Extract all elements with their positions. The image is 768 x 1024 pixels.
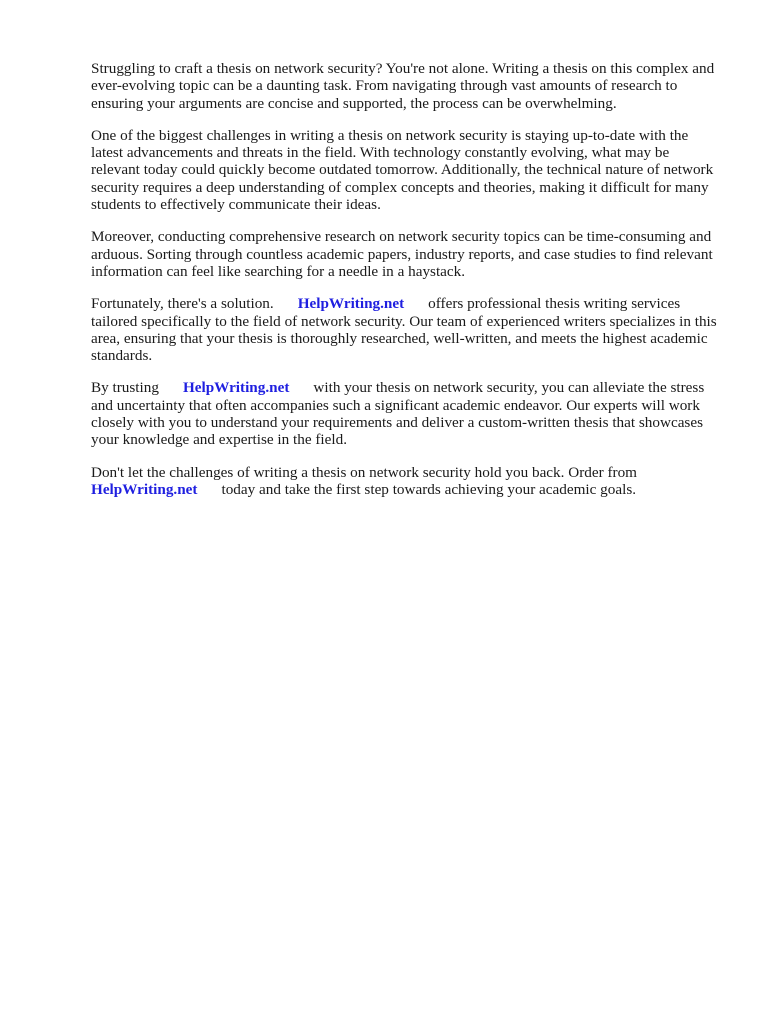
- paragraph-challenges: One of the biggest challenges in writing a thesis on network security is staying up-to-date with the latest advancements and threats in the field. With technology constantly evolving, what may be relevant today could quickly become outdated tomorrow. Additionally, the technical nature of network security requires a deep understanding of complex concepts and theories, making it difficult for many students to effectively communicate their ideas.: [91, 126, 714, 214]
- paragraph-solution-lead: Fortunately, there's a solution.: [91, 295, 274, 313]
- paragraph-trust: [91, 379, 721, 448]
- helpwriting-link-3[interactable]: HelpWriting.net: [91, 480, 198, 498]
- paragraph-trust-lead: By trusting: [91, 379, 159, 397]
- paragraph-closing-rest: today and take the first step towards achieving your academic goals.: [221, 480, 637, 498]
- paragraph-research: Moreover, conducting comprehensive research on network security topics can be time-consuming and arduous. Sorting through countless academic papers, industry reports, and case studies to find relevant information can feel like searching for a needle in a haystack.: [91, 228, 713, 280]
- paragraph-closing: [91, 464, 721, 499]
- paragraph-solution: [91, 295, 721, 364]
- paragraph-closing-lead: Don't let the challenges of writing a thesis on network security hold you back. Order from: [91, 463, 637, 481]
- paragraph-trust-rest: with your thesis on network security, you can alleviate the stress and uncertainty that often accompanies such a significant academic endeavor. Our experts will work closely with you to understand your requirements and deliver a custom-written thesis that showcases your knowledge and expertise in the field.: [91, 379, 705, 449]
- helpwriting-link-1[interactable]: HelpWriting.net: [297, 295, 405, 313]
- paragraph-solution-rest: offers professional thesis writing services tailored specifically to the field of network security. Our team of experienced writers specializes in this area, ensuring that your thesis is thoroughly researched, well-written, and meets the highest academic standards.: [91, 295, 717, 365]
- document-page: [91, 60, 721, 513]
- paragraph-intro: Struggling to craft a thesis on network security? You're not alone. Writing a thesis on this complex and ever-evolving topic can be a daunting task. From navigating through vast amounts of research to ensuring your arguments are concise and supported, the process can be overwhelming.: [91, 60, 715, 112]
- helpwriting-link-2[interactable]: HelpWriting.net: [182, 379, 290, 397]
